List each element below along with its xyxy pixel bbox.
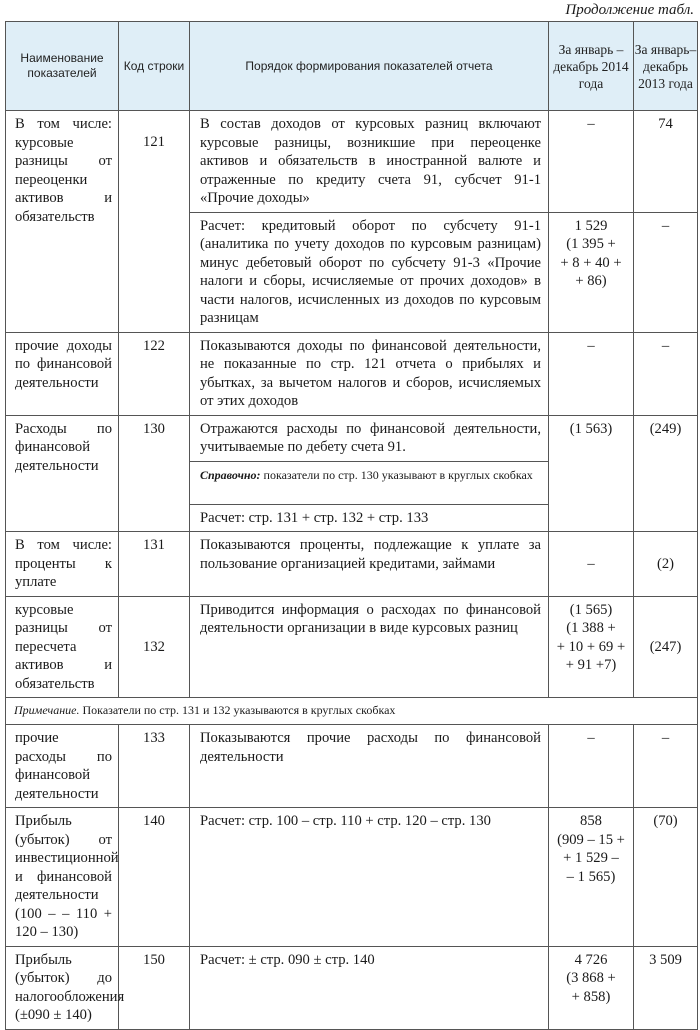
table-row [6,532,698,597]
row-procedure: Приводится информация о расходах по финансовой деятельности организации в виде курсовых разниц [190,596,549,698]
header-2013: За январь– декабрь 2013 года [634,22,698,111]
header-code: Код строки [119,22,190,111]
table-row [6,698,698,725]
row-procedure: Расчет: ± стр. 090 ± стр. 140 [190,946,549,1029]
row-procedure: Расчет: стр. 100 – стр. 110 + стр. 120 – стр. 130 [190,808,549,947]
value-2014 [549,808,634,947]
value-2014: – [549,332,634,415]
row-code: 122 [119,332,190,415]
value-line: 1 529 [574,217,608,234]
header-name: Наименование показателей [6,22,119,111]
note-text: Показатели по стр. 131 и 132 указываются в круглых скобках [79,703,396,717]
table-row [6,111,698,213]
note-text: показатели по стр. 130 указывают в круглых скобках [260,467,533,482]
value-2013: (247) [634,596,698,698]
value-2014: (1 563) [549,415,634,532]
row-calculation: Расчет: кредитовый оборот по субсчету 91-1 (аналитика по учету доходов по курсовым разницам) минус дебетовый оборот по субсчету 91-3 «Прочие налоги и сборы, исчисляемые от прочих доходов» в части налогов, исчисленных из доходов по курсовым разницам [190,212,549,332]
value-2014: – [549,532,634,597]
report-table [5,21,698,1030]
row-code: 150 [119,946,190,1029]
row-name: Прибыль (убыток) от инвестиционной и финансовой деятельности (100 – – 110 + 120 – 130) [6,808,119,947]
row-procedure: Показываются проценты, подлежащие к уплате за пользование организацией кредитами, займами [190,532,549,597]
value-2014: – [549,725,634,808]
value-line: + 10 + 69 + [556,638,626,655]
row-code: 140 [119,808,190,947]
value-line: – 1 565) [566,868,616,885]
value-line: + 8 + 40 + [560,254,622,271]
value-2014 [549,596,634,698]
value-2013: – [634,212,698,332]
table-note [6,698,698,725]
value-line: (1 395 + [566,236,616,252]
row-name: прочие доходы по финансовой деятельности [6,332,119,415]
header-2014: За январь – декабрь 2014 года [549,22,634,111]
row-name: В том числе: проценты к уплате [6,532,119,597]
value-2013: (70) [634,808,698,947]
row-procedure: В состав доходов от курсовых разниц включают курсовые разницы, возникшие при переоценке активов и обязательств в иностранной валюте и отраженные по кредиту счета 91, субсчет 91-1 «Прочие доходы» [190,111,549,213]
row-code: 130 [119,415,190,532]
table-row [6,596,698,698]
row-code: 133 [119,725,190,808]
row-code: 131 [119,532,190,597]
value-line: (1 388 + [566,620,616,636]
continuation-label: Продолжение табл. [565,2,694,18]
table-row [6,332,698,415]
value-line: 4 726 [574,951,608,968]
row-name: Прибыль (убыток) до налогообложения (±090 ± 140) [6,946,119,1029]
note-label: Справочно: [200,467,261,482]
value-line: 858 [580,813,602,829]
header-row [6,22,698,111]
header-procedure: Порядок формирования показателей отчета [190,22,549,111]
row-procedure: Показываются прочие расходы по финансовой деятельности [190,725,549,808]
value-2013: 74 [634,111,698,213]
value-2014 [549,212,634,332]
value-2014: – [549,111,634,213]
table-row [6,725,698,808]
value-2013: (2) [634,532,698,597]
value-line: (1 565) [569,601,613,618]
row-calculation: Расчет: стр. 131 + стр. 132 + стр. 133 [190,504,549,532]
value-2013: (249) [634,415,698,532]
value-line: (909 – 15 + [557,831,625,848]
note-label: Примечание. [14,703,80,717]
value-2014 [549,946,634,1029]
row-name: курсовые разницы от пересчета активов и обязательств [6,596,119,698]
table-row [6,415,698,461]
row-name: Расходы по финансовой деятельности [6,415,119,532]
row-name: прочие расходы по финансовой деятельности [6,725,119,808]
row-name: В том числе: курсовые разницы от переоценки активов и обязательств [6,111,119,333]
value-2013: 3 509 [634,946,698,1029]
value-line: + 91 +7) [565,657,617,673]
row-code: 132 [119,596,190,698]
row-procedure: Показываются доходы по финансовой деятельности, не показанные по стр. 121 отчета о прибылях и убытках, за вычетом налогов и сборов, исчисляемых от этих доходов [190,332,549,415]
value-line: + 1 529 – [563,850,619,866]
row-procedure: Отражаются расходы по финансовой деятельности, учитываемые по дебету счета 91. [190,415,549,461]
row-code: 121 [119,111,190,333]
table-row [6,808,698,947]
value-2013: – [634,725,698,808]
table-row [6,946,698,1029]
value-line: + 858) [571,988,611,1005]
value-line: (3 868 + [566,970,616,986]
value-line: + 86) [575,273,607,289]
value-2013: – [634,332,698,415]
row-note [190,461,549,504]
